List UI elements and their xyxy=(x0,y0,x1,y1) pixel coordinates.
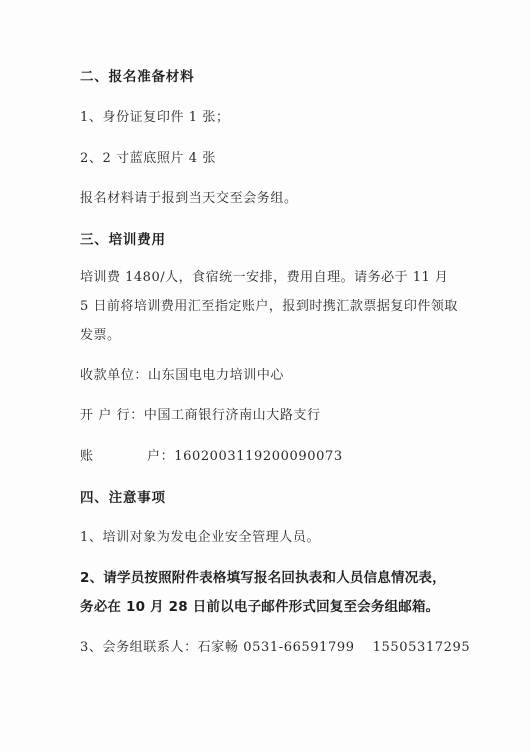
notice-item-3 xyxy=(80,639,470,657)
notice-item-2-line-2: 务必在 10 月 28 日前以电子邮件形式回复至会务组邮箱。 xyxy=(80,599,440,615)
payee-row xyxy=(80,367,284,385)
section-2-heading: 二、报名准备材料 xyxy=(80,69,195,85)
account-label-2: 户： xyxy=(147,449,175,464)
bank-label: 开 户 行： xyxy=(80,408,144,423)
fee-paragraph: 培训费 1480/人，食宿统一安排，费用自理。请务必于 11 月 5 日前将培训费用汇至指定账户，报到时携汇款票据复印件领取发票。 xyxy=(80,270,458,343)
material-note: 报名材料请于报到当天交至会务组。 xyxy=(80,191,298,206)
account-value: 1602003119200090073 xyxy=(174,449,343,464)
bank-row xyxy=(80,407,321,425)
section-3-heading: 三、培训费用 xyxy=(80,232,166,248)
notice-item-1: 1、培训对象为发电企业安全管理人员。 xyxy=(80,530,321,545)
contact-label: 3、会务组联系人：石家畅 xyxy=(80,640,239,655)
section-4-heading: 四、注意事项 xyxy=(80,490,166,506)
payee-value: 山东国电电力培训中心 xyxy=(148,368,285,383)
account-row xyxy=(80,448,343,466)
notice-item-2-line-1: 2、请学员按照附件表格填写报名回执表和人员信息情况表， xyxy=(80,570,446,586)
contact-phone-2: 15505317295 xyxy=(372,640,471,655)
material-item-1: 1、身份证复印件 1 张； xyxy=(80,110,230,125)
contact-phone-1: 0531-66591799 xyxy=(243,640,355,655)
bank-value: 中国工商银行济南山大路支行 xyxy=(143,408,321,423)
payee-label: 收款单位： xyxy=(80,368,149,383)
account-label: 账 xyxy=(80,449,94,464)
material-item-2: 2、2 寸蓝底照片 4 张 xyxy=(80,151,217,166)
